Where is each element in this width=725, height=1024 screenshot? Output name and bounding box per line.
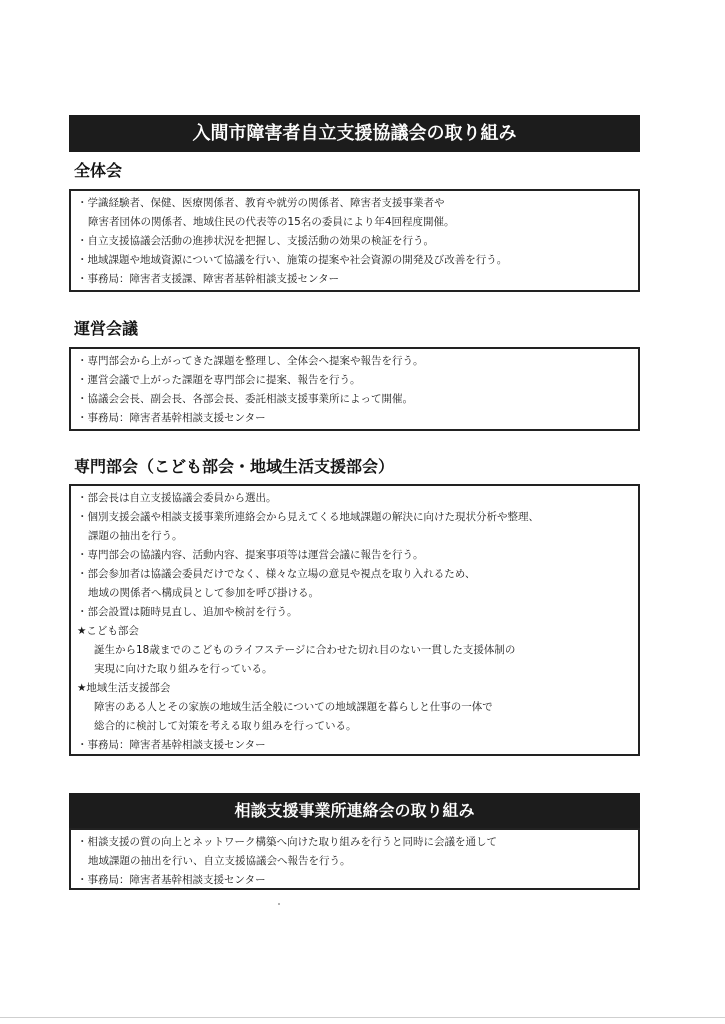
text-line: 誕生から18歳までのこどものライフステージに合わせた切れ目のない一貫した支援体制の (94, 644, 516, 656)
text-line: ・部会設置は随時見直し、追加や検討を行う。 (77, 606, 298, 618)
section-heading-special-committees: 専門部会（こども部会・地域生活支援部会） (74, 457, 395, 476)
text-line: 総合的に検討して対策を考える取り組みを行っている。 (94, 720, 357, 732)
text-line: ・部会長は自立支援協議会委員から選出。 (77, 492, 277, 504)
general-assembly-box (69, 189, 640, 292)
liaison-meeting-box (69, 828, 640, 890)
text-line: 地域課題の抽出を行い、自立支援協議会へ報告を行う。 (88, 855, 351, 867)
text-line: ・部会参加者は協議会委員だけでなく、様々な立場の意見や視点を取り入れるため、 (77, 568, 476, 580)
text-line: 障害者団体の関係者、地域住民の代表等の15名の委員により年4回程度開催。 (88, 216, 455, 228)
text-line: ・事務局：障害者基幹相談支援センター (77, 412, 266, 424)
section-heading-steering-meeting: 運営会議 (74, 319, 139, 338)
text-line: 課題の抽出を行う。 (88, 530, 183, 542)
main-title: 入間市障害者自立支援協議会の取り組み (192, 123, 517, 144)
text-line: 地域の関係者へ構成員として参加を呼び掛ける。 (88, 587, 319, 599)
scan-speck (278, 903, 280, 905)
text-line: ・事務局：障害者基幹相談支援センター (77, 739, 266, 751)
text-line: ・事務局：障害者支援課、障害者基幹相談支援センター (77, 273, 340, 285)
special-committees-box (69, 484, 640, 756)
section-heading-general-assembly: 全体会 (74, 161, 123, 180)
steering-meeting-box (69, 347, 640, 431)
text-line: ・個別支援会議や相談支援事業所連絡会から見えてくる地域課題の解決に向けた現状分析や整理、 (77, 511, 539, 523)
text-line: ・学識経験者、保健、医療関係者、教育や就労の関係者、障害者支援事業者や (77, 197, 445, 209)
subheading-community-life-committee: ★地域生活支援部会 (77, 682, 171, 694)
text-line: ・地域課題や地域資源について協議を行い、施策の提案や社会資源の開発及び改善を行う。 (77, 254, 508, 266)
text-line: ・事務局：障害者基幹相談支援センター (77, 874, 266, 886)
text-line: ・相談支援の質の向上とネットワーク構築へ向けた取り組みを行うと同時に会議を通して (77, 836, 497, 848)
text-line: 障害のある人とその家族の地域生活全般についての地域課題を暮らしと仕事の一体で (94, 701, 493, 713)
text-line: ・自立支援協議会活動の進捗状況を把握し、支援活動の効果の検証を行う。 (77, 235, 434, 247)
main-title-banner (69, 115, 640, 152)
text-line: 実現に向けた取り組みを行っている。 (94, 663, 273, 675)
text-line: ・専門部会から上がってきた課題を整理し、全体会へ提案や報告を行う。 (77, 355, 424, 367)
text-line: ・協議会会長、副会長、各部会長、委託相談支援事業所によって開催。 (77, 393, 413, 405)
scan-edge-line (0, 1017, 725, 1018)
text-line: ・運営会議で上がった課題を専門部会に提案、報告を行う。 (77, 374, 361, 386)
second-title: 相談支援事業所連絡会の取り組み (234, 801, 475, 820)
text-line: ・専門部会の協議内容、活動内容、提案事項等は運営会議に報告を行う。 (77, 549, 424, 561)
second-title-banner (69, 793, 640, 828)
subheading-children-committee: ★こども部会 (77, 625, 139, 637)
